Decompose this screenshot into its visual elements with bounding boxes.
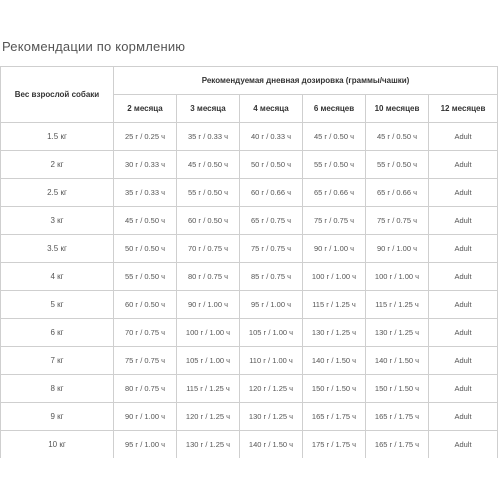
- dose-cell: 90 г / 1.00 ч: [303, 235, 366, 263]
- table-row: [1, 347, 498, 375]
- table-row: [1, 431, 498, 459]
- weight-column-header: Вес взрослой собаки: [1, 67, 114, 123]
- weight-cell: 2.5 кг: [1, 179, 114, 207]
- dose-cell: Adult: [429, 291, 498, 319]
- weight-cell: 7 кг: [1, 347, 114, 375]
- age-header-3-months: 3 месяца: [177, 95, 240, 123]
- table-row: [1, 319, 498, 347]
- page-title: Рекомендации по кормлению: [2, 39, 186, 54]
- dose-cell: 60 г / 0.66 ч: [240, 179, 303, 207]
- dose-cell: 80 г / 0.75 ч: [114, 375, 177, 403]
- dose-cell: 175 г / 1.75 ч: [303, 431, 366, 459]
- dose-cell: 165 г / 1.75 ч: [366, 431, 429, 459]
- table-row: [1, 235, 498, 263]
- dose-cell: 50 г / 0.50 ч: [114, 235, 177, 263]
- dose-cell: 75 г / 0.75 ч: [366, 207, 429, 235]
- dose-cell: 115 г / 1.25 ч: [303, 291, 366, 319]
- dose-cell: 50 г / 0.50 ч: [240, 151, 303, 179]
- dose-cell: Adult: [429, 375, 498, 403]
- age-header-10-months: 10 месяцев: [366, 95, 429, 123]
- weight-cell: 9 кг: [1, 403, 114, 431]
- dose-cell: 115 г / 1.25 ч: [177, 375, 240, 403]
- dose-cell: Adult: [429, 179, 498, 207]
- weight-cell: 1.5 кг: [1, 123, 114, 151]
- weight-cell: 4 кг: [1, 263, 114, 291]
- dose-cell: 165 г / 1.75 ч: [303, 403, 366, 431]
- dose-cell: 55 г / 0.50 ч: [177, 179, 240, 207]
- dose-cell: 45 г / 0.50 ч: [366, 123, 429, 151]
- dose-cell: 130 г / 1.25 ч: [240, 403, 303, 431]
- dose-cell: 70 г / 0.75 ч: [177, 235, 240, 263]
- dose-cell: 120 г / 1.25 ч: [240, 375, 303, 403]
- age-header-4-months: 4 месяца: [240, 95, 303, 123]
- dose-cell: 40 г / 0.33 ч: [240, 123, 303, 151]
- header-row-top: [1, 67, 498, 95]
- dose-cell: 75 г / 0.75 ч: [303, 207, 366, 235]
- dose-cell: 30 г / 0.33 ч: [114, 151, 177, 179]
- dose-cell: Adult: [429, 151, 498, 179]
- dose-cell: 110 г / 1.00 ч: [240, 347, 303, 375]
- dose-cell: 55 г / 0.50 ч: [366, 151, 429, 179]
- age-header-6-months: 6 месяцев: [303, 95, 366, 123]
- table-row: [1, 151, 498, 179]
- dose-cell: 130 г / 1.25 ч: [366, 319, 429, 347]
- dose-cell: Adult: [429, 319, 498, 347]
- dose-cell: 60 г / 0.50 ч: [177, 207, 240, 235]
- table-row: [1, 123, 498, 151]
- table-body: [1, 123, 498, 459]
- weight-cell: 6 кг: [1, 319, 114, 347]
- weight-cell: 3 кг: [1, 207, 114, 235]
- dose-cell: Adult: [429, 263, 498, 291]
- age-header-2-months: 2 месяца: [114, 95, 177, 123]
- dose-cell: 115 г / 1.25 ч: [366, 291, 429, 319]
- dose-cell: Adult: [429, 431, 498, 459]
- weight-cell: 5 кг: [1, 291, 114, 319]
- dose-cell: 100 г / 1.00 ч: [177, 319, 240, 347]
- dose-cell: 90 г / 1.00 ч: [114, 403, 177, 431]
- table-row: [1, 291, 498, 319]
- dose-cell: 95 г / 1.00 ч: [240, 291, 303, 319]
- dose-cell: 105 г / 1.00 ч: [240, 319, 303, 347]
- table-row: [1, 263, 498, 291]
- dose-cell: 25 г / 0.25 ч: [114, 123, 177, 151]
- dose-cell: Adult: [429, 235, 498, 263]
- dose-cell: 130 г / 1.25 ч: [177, 431, 240, 459]
- dose-cell: Adult: [429, 403, 498, 431]
- dose-cell: 70 г / 0.75 ч: [114, 319, 177, 347]
- dose-cell: 165 г / 1.75 ч: [366, 403, 429, 431]
- dose-cell: 35 г / 0.33 ч: [114, 179, 177, 207]
- feeding-table: [0, 66, 498, 458]
- dose-cell: 35 г / 0.33 ч: [177, 123, 240, 151]
- dose-cell: 45 г / 0.50 ч: [177, 151, 240, 179]
- weight-cell: 2 кг: [1, 151, 114, 179]
- dose-cell: 45 г / 0.50 ч: [303, 123, 366, 151]
- dose-cell: 80 г / 0.75 ч: [177, 263, 240, 291]
- dose-cell: Adult: [429, 347, 498, 375]
- weight-cell: 3.5 кг: [1, 235, 114, 263]
- dose-cell: 60 г / 0.50 ч: [114, 291, 177, 319]
- table-row: [1, 403, 498, 431]
- dose-cell: 65 г / 0.66 ч: [366, 179, 429, 207]
- dose-cell: 90 г / 1.00 ч: [177, 291, 240, 319]
- dose-cell: Adult: [429, 207, 498, 235]
- dose-cell: 140 г / 1.50 ч: [303, 347, 366, 375]
- dose-cell: 120 г / 1.25 ч: [177, 403, 240, 431]
- dose-cell: 130 г / 1.25 ч: [303, 319, 366, 347]
- dose-cell: 140 г / 1.50 ч: [240, 431, 303, 459]
- dose-cell: 95 г / 1.00 ч: [114, 431, 177, 459]
- dose-cell: 100 г / 1.00 ч: [303, 263, 366, 291]
- weight-cell: 10 кг: [1, 431, 114, 459]
- dose-cell: 65 г / 0.66 ч: [303, 179, 366, 207]
- dose-cell: 140 г / 1.50 ч: [366, 347, 429, 375]
- dose-cell: 105 г / 1.00 ч: [177, 347, 240, 375]
- dose-cell: 100 г / 1.00 ч: [366, 263, 429, 291]
- table-row: [1, 375, 498, 403]
- table-row: [1, 207, 498, 235]
- dose-cell: 90 г / 1.00 ч: [366, 235, 429, 263]
- dose-column-header: Рекомендуемая дневная дозировка (граммы/чашки): [114, 67, 498, 95]
- dose-cell: 55 г / 0.50 ч: [303, 151, 366, 179]
- table-row: [1, 179, 498, 207]
- dose-cell: 150 г / 1.50 ч: [303, 375, 366, 403]
- dose-cell: 150 г / 1.50 ч: [366, 375, 429, 403]
- dose-cell: 85 г / 0.75 ч: [240, 263, 303, 291]
- dose-cell: Adult: [429, 123, 498, 151]
- age-header-12-months: 12 месяцев: [429, 95, 498, 123]
- dose-cell: 55 г / 0.50 ч: [114, 263, 177, 291]
- dose-cell: 75 г / 0.75 ч: [114, 347, 177, 375]
- dose-cell: 75 г / 0.75 ч: [240, 235, 303, 263]
- dose-cell: 65 г / 0.75 ч: [240, 207, 303, 235]
- weight-cell: 8 кг: [1, 375, 114, 403]
- dose-cell: 45 г / 0.50 ч: [114, 207, 177, 235]
